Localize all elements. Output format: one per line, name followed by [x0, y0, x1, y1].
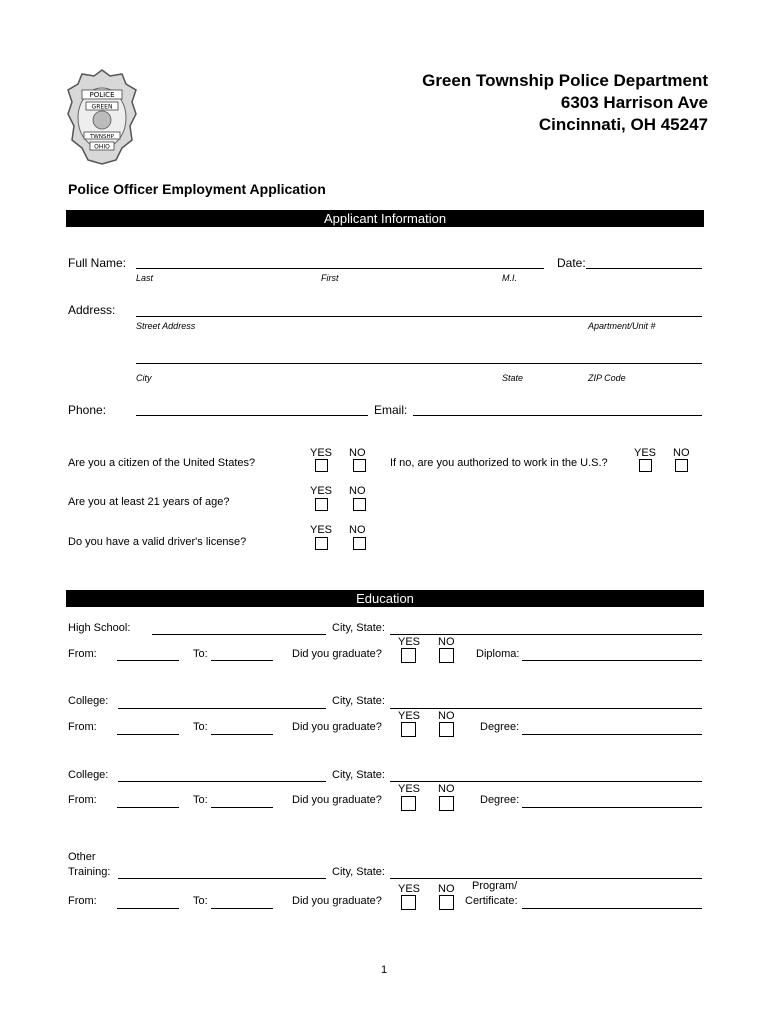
no-heading-authorized: NO [673, 447, 690, 459]
high-school-label: High School: [68, 622, 131, 634]
last-name-caption: Last [136, 273, 154, 283]
college2-field[interactable] [118, 781, 326, 782]
hs-from-label: From: [68, 648, 97, 660]
ot-to-field[interactable] [211, 908, 273, 909]
full-name-field[interactable] [136, 268, 544, 269]
authorized-no-checkbox[interactable] [675, 459, 688, 472]
street-address-caption: Street Address [136, 321, 196, 331]
no-heading-age: NO [349, 485, 366, 497]
hs-to-field[interactable] [211, 660, 273, 661]
city-state-zip-field[interactable] [136, 363, 702, 364]
citizen-yes-checkbox[interactable] [315, 459, 328, 472]
c2-to-field[interactable] [211, 807, 273, 808]
yes-heading-license: YES [310, 524, 333, 536]
state-caption: State [502, 373, 524, 383]
college1-field[interactable] [118, 708, 326, 709]
authorized-yes-checkbox[interactable] [639, 459, 652, 472]
c2-no-heading: NO [438, 783, 455, 795]
age-question: Are you at least 21 years of age? [68, 496, 230, 508]
yes-heading-age: YES [310, 485, 333, 497]
hs-graduate-no-checkbox[interactable] [439, 648, 454, 663]
ot-city-state-field[interactable] [390, 878, 702, 879]
zip-caption: ZIP Code [588, 373, 626, 383]
c2-from-label: From: [68, 794, 97, 806]
hs-graduate-yes-checkbox[interactable] [401, 648, 416, 663]
svg-text:TWNSHP: TWNSHP [90, 134, 114, 140]
c1-yes-heading: YES [398, 710, 421, 722]
email-label: Email: [374, 403, 408, 417]
c2-graduate-question: Did you graduate? [292, 794, 382, 806]
department-city: Cincinnati, OH 45247 [538, 115, 708, 134]
apartment-caption: Apartment/Unit # [588, 321, 656, 331]
c2-yes-heading: YES [398, 783, 421, 795]
yes-heading-citizen: YES [310, 447, 333, 459]
other-training-label-line2: Training: [68, 866, 111, 878]
date-label: Date: [557, 256, 586, 270]
program-label-line2: Certificate: [465, 895, 518, 907]
hs-city-state-field[interactable] [390, 634, 702, 635]
first-name-caption: First [321, 273, 339, 283]
c2-city-state-field[interactable] [390, 781, 702, 782]
yes-heading-authorized: YES [634, 447, 657, 459]
age-no-checkbox[interactable] [353, 498, 366, 511]
c2-city-state-label: City, State: [332, 769, 385, 781]
c1-from-label: From: [68, 721, 97, 733]
college2-label: College: [68, 769, 109, 781]
department-street: 6303 Harrison Ave [560, 93, 708, 112]
c1-graduate-question: Did you graduate? [292, 721, 382, 733]
section-bar-education: Education [66, 590, 704, 607]
address-label: Address: [68, 303, 116, 317]
page-number: 1 [381, 964, 388, 976]
other-training-field[interactable] [118, 878, 326, 879]
hs-graduate-question: Did you graduate? [292, 648, 382, 660]
department-name: Green Township Police Department [422, 71, 708, 90]
police-badge-logo [66, 68, 138, 166]
c2-to-label: To: [193, 794, 208, 806]
c1-no-heading: NO [438, 710, 455, 722]
ot-from-field[interactable] [117, 908, 179, 909]
ot-graduate-yes-checkbox[interactable] [401, 895, 416, 910]
c1-to-label: To: [193, 721, 208, 733]
ot-to-label: To: [193, 895, 208, 907]
authorized-question: If no, are you authorized to work in the U.S.? [390, 457, 608, 469]
citizen-question: Are you a citizen of the United States? [68, 457, 256, 469]
college1-label: College: [68, 695, 109, 707]
no-heading-license: NO [349, 524, 366, 536]
citizen-no-checkbox[interactable] [353, 459, 366, 472]
diploma-field[interactable] [522, 660, 702, 661]
mi-caption: M.I. [502, 273, 517, 283]
hs-to-label: To: [193, 648, 208, 660]
section-bar-applicant: Applicant Information [66, 210, 704, 227]
phone-label: Phone: [68, 403, 107, 417]
c2-degree-label: Degree: [480, 794, 520, 806]
c1-from-field[interactable] [117, 734, 179, 735]
no-heading-citizen: NO [349, 447, 366, 459]
phone-field[interactable] [136, 415, 368, 416]
license-question: Do you have a valid driver's license? [68, 536, 247, 548]
c1-degree-label: Degree: [480, 721, 520, 733]
ot-graduate-question: Did you graduate? [292, 895, 382, 907]
full-name-label: Full Name: [68, 256, 127, 270]
other-training-label-line1: Other [68, 851, 96, 863]
c1-graduate-no-checkbox[interactable] [439, 722, 454, 737]
svg-text:OHIO: OHIO [94, 143, 110, 151]
ot-graduate-no-checkbox[interactable] [439, 895, 454, 910]
city-caption: City [136, 373, 152, 383]
ot-from-label: From: [68, 895, 97, 907]
ot-city-state-label: City, State: [332, 866, 385, 878]
c1-to-field[interactable] [211, 734, 273, 735]
hs-yes-heading: YES [398, 636, 421, 648]
ot-no-heading: NO [438, 883, 455, 895]
license-yes-checkbox[interactable] [315, 537, 328, 550]
diploma-label: Diploma: [476, 648, 520, 660]
c2-graduate-yes-checkbox[interactable] [401, 796, 416, 811]
c1-city-state-label: City, State: [332, 695, 385, 707]
program-label-line1: Program/ [472, 880, 518, 892]
hs-city-state-label: City, State: [332, 622, 385, 634]
program-certificate-field[interactable] [522, 908, 702, 909]
c1-degree-field[interactable] [522, 734, 702, 735]
form-title: Police Officer Employment Application [68, 181, 326, 197]
c1-graduate-yes-checkbox[interactable] [401, 722, 416, 737]
hs-from-field[interactable] [117, 660, 179, 661]
hs-no-heading: NO [438, 636, 455, 648]
age-yes-checkbox[interactable] [315, 498, 328, 511]
svg-text:GREEN: GREEN [91, 103, 113, 111]
license-no-checkbox[interactable] [353, 537, 366, 550]
date-field[interactable] [586, 268, 702, 269]
c2-graduate-no-checkbox[interactable] [439, 796, 454, 811]
svg-text:POLICE: POLICE [89, 91, 115, 99]
street-address-field[interactable] [136, 316, 702, 317]
c1-city-state-field[interactable] [390, 708, 702, 709]
c2-degree-field[interactable] [522, 807, 702, 808]
email-field[interactable] [413, 415, 702, 416]
c2-from-field[interactable] [117, 807, 179, 808]
ot-yes-heading: YES [398, 883, 421, 895]
high-school-field[interactable] [152, 634, 326, 635]
